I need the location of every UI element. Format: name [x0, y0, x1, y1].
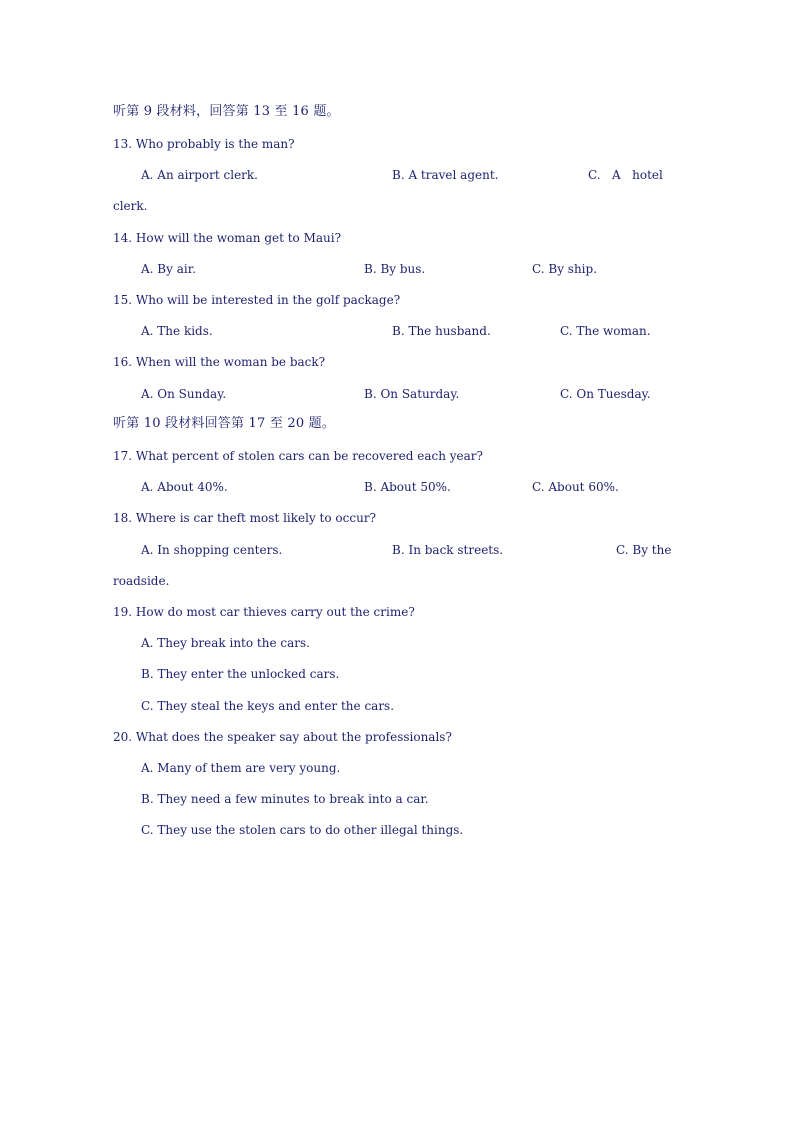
question-17: 17. What percent of stolen cars can be recovered each year?	[113, 449, 483, 463]
q18-option-b: B. In back streets.	[392, 543, 504, 557]
q13-option-b: B. A travel agent.	[392, 168, 499, 182]
q19-option-c: C. They steal the keys and enter the cars.	[141, 699, 395, 713]
q17-option-b: B. About 50%.	[364, 480, 451, 494]
question-20: 20. What does the speaker say about the professionals?	[113, 730, 452, 744]
q14-option-a: A. By air.	[141, 262, 196, 276]
q15-option-c: C. The woman.	[560, 324, 651, 338]
q13-option-c-continued: clerk.	[113, 199, 148, 213]
q19-option-a: A. They break into the cars.	[141, 636, 310, 650]
question-13: 13. Who probably is the man?	[113, 137, 295, 151]
question-14: 14. How will the woman get to Maui?	[113, 231, 342, 245]
question-19: 19. How do most car thieves carry out the crime?	[113, 605, 415, 619]
q16-option-b: B. On Saturday.	[364, 387, 460, 401]
q16-option-c: C. On Tuesday.	[560, 387, 651, 401]
q20-option-b: B. They need a few minutes to break into a car.	[141, 792, 429, 806]
q17-option-c: C. About 60%.	[532, 480, 619, 494]
section-heading-10: 听第 10 段材料回答第 17 至 20 题。	[113, 416, 336, 431]
q13-option-c: C. A hotel	[588, 168, 663, 182]
q14-option-c: C. By ship.	[532, 262, 598, 276]
q15-option-a: A. The kids.	[141, 324, 213, 338]
question-18: 18. Where is car theft most likely to occur?	[113, 511, 376, 525]
q15-option-b: B. The husband.	[392, 324, 491, 338]
q13-option-a: A. An airport clerk.	[141, 168, 258, 182]
q18-option-c-continued: roadside.	[113, 574, 170, 588]
question-16: 16. When will the woman be back?	[113, 355, 326, 369]
section-heading-9: 听第 9 段材料，回答第 13 至 16 题。	[113, 104, 340, 119]
q18-option-a: A. In shopping centers.	[141, 543, 283, 557]
q17-option-a: A. About 40%.	[141, 480, 228, 494]
q20-option-a: A. Many of them are very young.	[141, 761, 341, 775]
q16-option-a: A. On Sunday.	[141, 387, 227, 401]
question-15: 15. Who will be interested in the golf package?	[113, 293, 401, 307]
q20-option-c: C. They use the stolen cars to do other illegal things.	[141, 823, 464, 837]
q18-option-c: C. By the	[616, 543, 672, 557]
q14-option-b: B. By bus.	[364, 262, 426, 276]
q19-option-b: B. They enter the unlocked cars.	[141, 667, 340, 681]
